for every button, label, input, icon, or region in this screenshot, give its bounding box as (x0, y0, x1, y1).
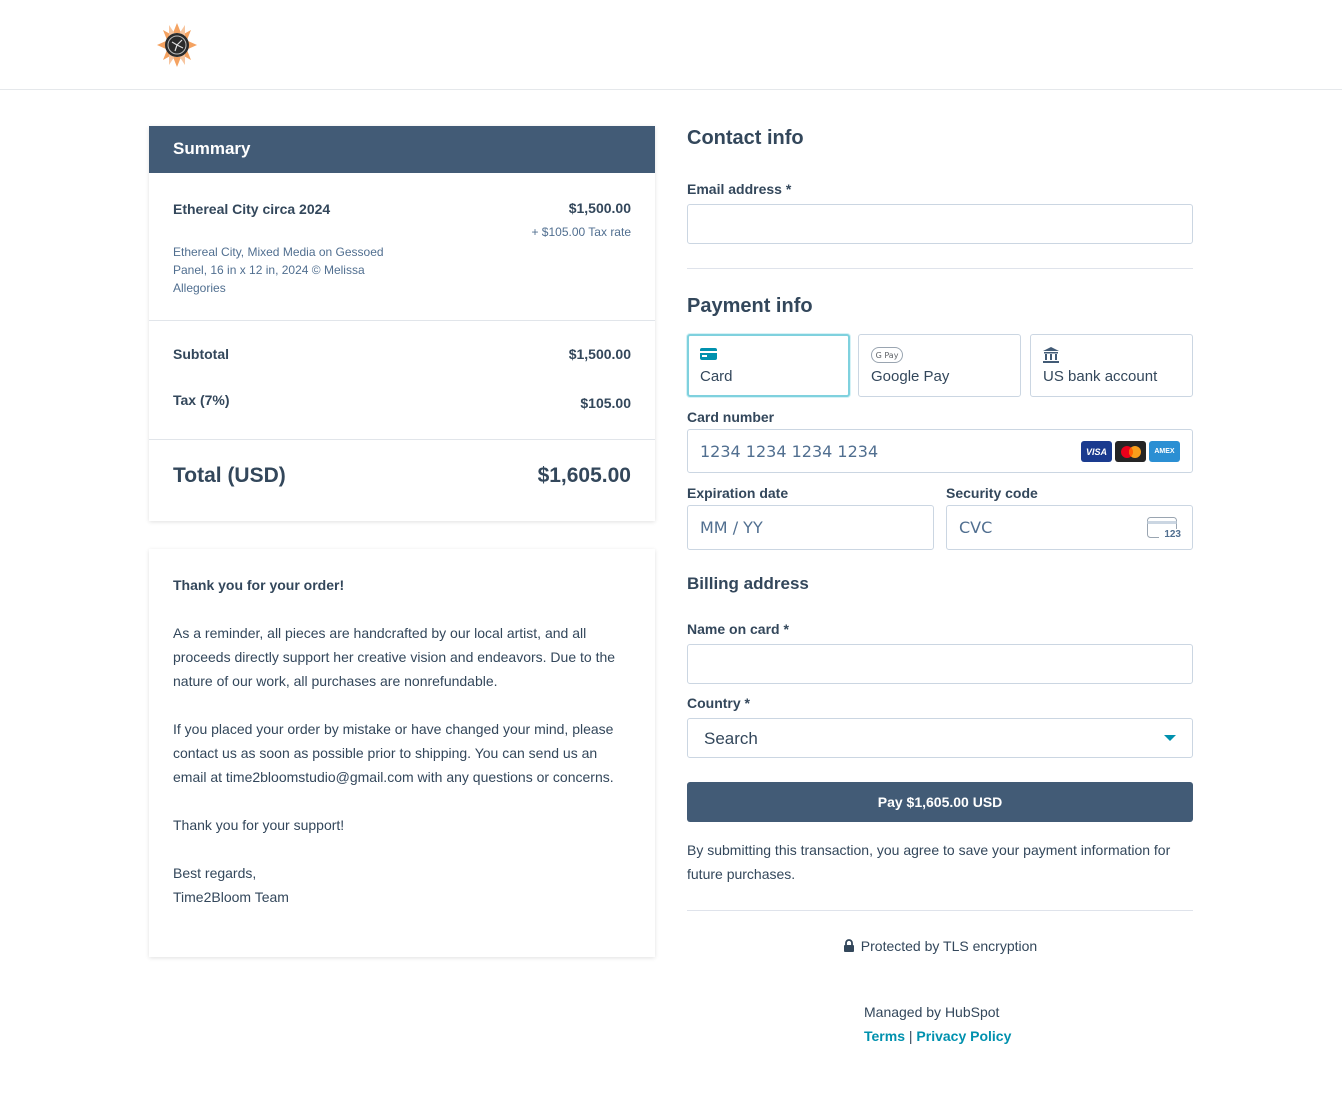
grand-total (149, 440, 655, 520)
message-paragraph: As a reminder, all pieces are handcrafted by our local artist, and all proceeds directly support her creative vision and endeavors. Due to the nature of our work, all purchases are nonrefundable. (173, 625, 616, 689)
item-name: Ethereal City circa 2024 (173, 201, 331, 217)
payment-method-label: US bank account (1043, 368, 1158, 385)
total-value: $1,605.00 (537, 464, 631, 487)
subtotal-label: Subtotal (173, 346, 229, 362)
payment-method-bank[interactable] (1030, 334, 1193, 397)
message-heading: Thank you for your order! (173, 577, 345, 593)
tax-label: Tax (7%) (173, 392, 230, 408)
chevron-down-icon (1164, 735, 1176, 741)
cvc-icon-text: 123 (1164, 529, 1181, 540)
top-bar (0, 0, 1342, 90)
tax-value: $105.00 (580, 395, 631, 411)
card-number-input[interactable] (687, 429, 1193, 473)
contact-heading: Contact info (687, 127, 804, 149)
message-paragraph: If you placed your order by mistake or have changed your mind, please contact us as soon as possible prior to shipping. You can send us an email at time2bloomstudio@gmail.com with any questions or concerns. (173, 721, 614, 785)
payment-method-google-pay[interactable] (858, 334, 1021, 397)
summary-header: Summary (149, 126, 655, 173)
bank-icon (1043, 347, 1059, 368)
visa-icon: VISA (1081, 441, 1112, 462)
managed-by-text: Managed by HubSpot (864, 1004, 1000, 1020)
card-brands (1081, 441, 1180, 462)
svg-text:G Pay: G Pay (875, 351, 899, 360)
tls-text: Protected by TLS encryption (860, 938, 1038, 954)
item-tax-note: + $105.00 Tax rate (531, 225, 631, 239)
agreement-text: By submitting this transaction, you agree to save your payment information for future purchases. (687, 842, 1171, 882)
terms-link[interactable]: Terms (864, 1028, 905, 1044)
mastercard-icon (1115, 441, 1146, 462)
privacy-policy-link[interactable]: Privacy Policy (916, 1028, 1012, 1044)
email-field[interactable] (687, 204, 1193, 244)
subtotal-value: $1,500.00 (568, 346, 631, 362)
lock-icon (843, 939, 855, 955)
message-signature: Time2Bloom Team (173, 889, 289, 905)
message-closing: Best regards, (173, 865, 257, 881)
pay-button[interactable]: Pay $1,605.00 USD (687, 782, 1193, 822)
payment-method-card[interactable] (687, 334, 850, 397)
divider (687, 268, 1193, 269)
payment-method-label: Card (700, 368, 733, 385)
email-label: Email address * (687, 181, 792, 197)
expiration-input[interactable] (687, 505, 934, 550)
country-label: Country * (687, 695, 750, 711)
divider (687, 910, 1193, 911)
totals-section (149, 321, 655, 440)
cvc-card-icon (1147, 517, 1179, 546)
payment-method-label: Google Pay (871, 368, 950, 385)
message-paragraph: Thank you for your support! (173, 817, 345, 833)
tls-notice (687, 938, 1193, 955)
footer (864, 1000, 1011, 1048)
studio-logo-icon[interactable] (155, 21, 199, 69)
expiration-placeholder: MM / YY (700, 518, 763, 537)
expiration-label: Expiration date (687, 485, 789, 501)
name-on-card-label: Name on card * (687, 621, 789, 637)
name-on-card-field[interactable] (687, 644, 1193, 684)
footer-separator: | (908, 1028, 913, 1044)
security-code-label: Security code (946, 485, 1038, 501)
amex-icon: AMEX (1149, 441, 1180, 462)
card-number-label: Card number (687, 409, 775, 425)
order-message-card (149, 549, 655, 957)
billing-heading: Billing address (687, 574, 809, 593)
country-select-value: Search (704, 729, 758, 748)
google-pay-icon (871, 347, 903, 368)
card-icon (700, 347, 718, 366)
item-description: Ethereal City, Mixed Media on Gessoed Panel, 16 in x 12 in, 2024 © Melissa Allegories (173, 245, 384, 295)
security-code-placeholder: CVC (959, 518, 993, 537)
total-label: Total (USD) (173, 464, 286, 487)
country-select[interactable] (687, 718, 1193, 758)
line-item (149, 173, 655, 321)
order-summary-card (149, 126, 655, 521)
security-code-input[interactable] (946, 505, 1193, 550)
card-number-placeholder: 1234 1234 1234 1234 (700, 442, 879, 461)
item-price: $1,500.00 (568, 200, 631, 216)
payment-heading: Payment info (687, 295, 813, 317)
